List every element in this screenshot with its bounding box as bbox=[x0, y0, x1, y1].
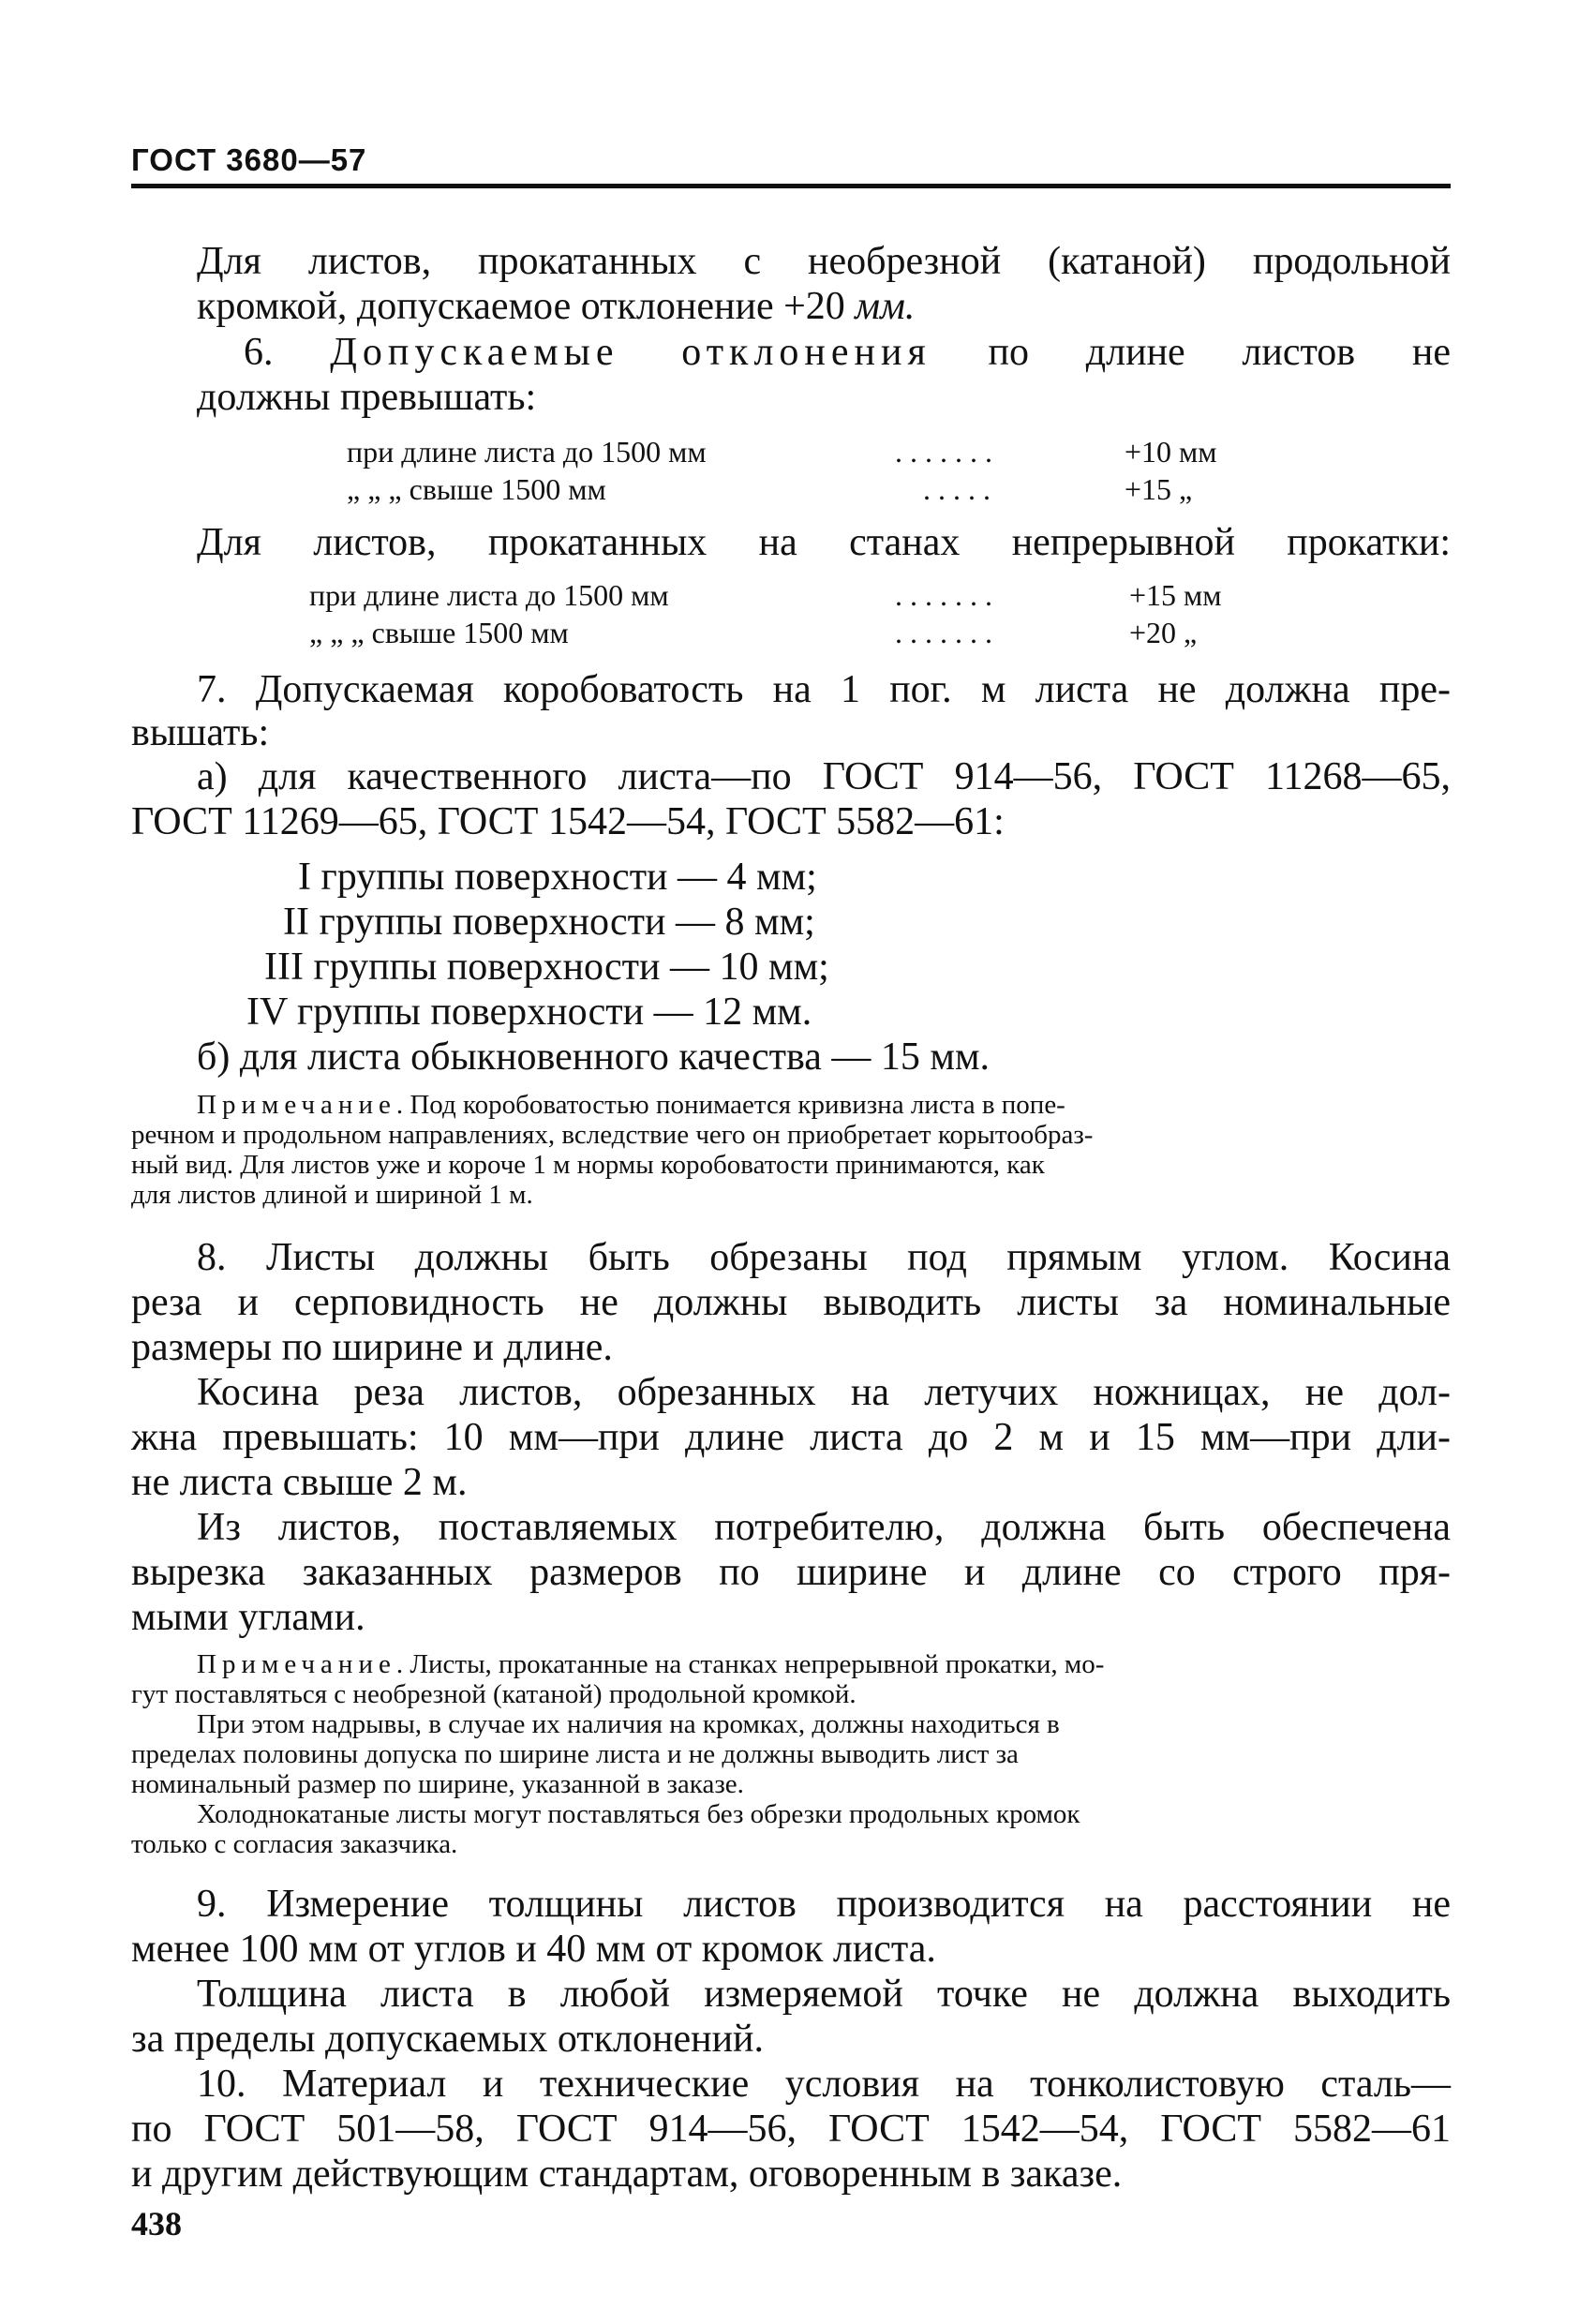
surface-group-1: I группы поверхности — 4 мм; bbox=[298, 856, 817, 899]
item-6-line-2: должны превышать: bbox=[197, 376, 537, 419]
para-5-line-1: Для листов, прокатанных с необрезной (катаной) продольной bbox=[197, 240, 1451, 283]
item-8-line-2: реза и серповидность не должны выводить листы за номинальные bbox=[131, 1281, 1451, 1324]
item-6-spaced-heading: Допускаемые отклонения bbox=[330, 331, 931, 374]
tolerance-row-2-value: +15 „ bbox=[1125, 472, 1193, 506]
standard-header: ГОСТ 3680—57 bbox=[131, 142, 367, 177]
item-8-p2-line-2: жна превышать: 10 мм—при длине листа до 2 м и 15 мм—при дли- bbox=[131, 1416, 1451, 1459]
note-label: Примечание bbox=[197, 1649, 396, 1679]
item-9-line-2: менее 100 мм от углов и 40 мм от кромок листа. bbox=[131, 1928, 936, 1971]
tolerance-row-3-label: при длине листа до 1500 мм bbox=[309, 578, 669, 612]
item-8-line-1: 8. Листы должны быть обрезаны под прямым углом. Косина bbox=[197, 1236, 1451, 1279]
item-9-line-1: 9. Измерение толщины листов производится на расстоянии не bbox=[197, 1883, 1451, 1926]
item-6-continuous-mills: Для листов, прокатанных на станах непрерывной прокатки: bbox=[197, 521, 1451, 564]
item-8-note-line-7: только с согласия заказчика. bbox=[131, 1829, 458, 1859]
item-8-line-3: размеры по ширине и длине. bbox=[131, 1326, 613, 1369]
tolerance-row-1-value: +10 мм bbox=[1125, 435, 1217, 469]
item-7-b: б) для листа обыкновенного качества — 15 мм. bbox=[197, 1035, 991, 1079]
surface-group-4: IV группы поверхности — 12 мм. bbox=[246, 991, 812, 1034]
item-8-note-line-4: пределах половины допуска по ширине листа и не должны выводить лист за bbox=[131, 1739, 1019, 1769]
item-8-note-line-6: Холоднокатаные листы могут поставляться без обрезки продольных кромок bbox=[197, 1799, 1080, 1829]
surface-group-3: III группы поверхности — 10 мм; bbox=[264, 946, 829, 989]
tolerance-row-4-dots: . . . . . . . bbox=[895, 616, 992, 649]
page-number: 438 bbox=[131, 2205, 182, 2242]
item-8-p2-line-1: Косина реза листов, обрезанных на летучих ножницах, не дол- bbox=[197, 1371, 1451, 1414]
item-6-line-1 bbox=[244, 330, 1451, 375]
tolerance-row-4-value: +20 „ bbox=[1129, 616, 1198, 649]
item-6-rest: по длине листов не bbox=[931, 331, 1451, 374]
item-8-note-line-2: гут поставляться с необрезной (катаной) продольной кромкой. bbox=[131, 1679, 857, 1709]
header-rule bbox=[131, 184, 1451, 188]
item-8-note-line-3: При этом надрывы, в случае их наличия на кромках, должны находиться в bbox=[197, 1709, 1060, 1739]
item-7-line-2: вышать: bbox=[131, 711, 270, 754]
tolerance-row-3-value: +15 мм bbox=[1129, 578, 1222, 612]
item-7-a-line-1: а) для качественного листа—по ГОСТ 914—56, ГОСТ 11268—65, bbox=[197, 755, 1451, 798]
item-6-number: 6. bbox=[244, 331, 331, 374]
para-5-unit: мм. bbox=[855, 285, 916, 328]
item-8-note-line-5: номинальный размер по ширине, указанной в заказе. bbox=[131, 1769, 744, 1799]
tolerance-row-4-label: „ „ „ свыше 1500 мм bbox=[309, 616, 569, 649]
note-text: . Листы, прокатанные на станках непрерывной прокатки, мо- bbox=[395, 1649, 1105, 1679]
note-label: Примечание bbox=[197, 1090, 396, 1120]
item-7-a-line-2: ГОСТ 11269—65, ГОСТ 1542—54, ГОСТ 5582—61: bbox=[131, 800, 1005, 843]
item-9-p2-line-1: Толщина листа в любой измеряемой точке не должна выходить bbox=[197, 1973, 1451, 2016]
para-5-line-2 bbox=[197, 284, 1451, 329]
para-5-text: кромкой, допускаемое отклонение +20 bbox=[197, 285, 856, 328]
item-10-line-3: и другим действующим стандартам, оговоренным в заказе. bbox=[131, 2153, 1123, 2196]
tolerance-row-1-label: при длине листа до 1500 мм bbox=[347, 435, 707, 469]
tolerance-row-1-dots: . . . . . . . bbox=[895, 435, 992, 469]
item-8-p3-line-2: вырезка заказанных размеров по ширине и длине со строго пря- bbox=[131, 1551, 1451, 1594]
item-8-p3-line-1: Из листов, поставляемых потребителю, должна быть обеспечена bbox=[197, 1506, 1451, 1549]
item-7-note-line-1 bbox=[197, 1090, 1451, 1120]
item-10-line-2: по ГОСТ 501—58, ГОСТ 914—56, ГОСТ 1542—54, ГОСТ 5582—61 bbox=[131, 2108, 1451, 2151]
note-text: . Под коробоватостью понимается кривизна листа в попе- bbox=[395, 1090, 1065, 1120]
item-7-note-line-3: ный вид. Для листов уже и короче 1 м нормы коробоватости принимаются, как bbox=[131, 1150, 1045, 1180]
item-9-p2-line-2: за пределы допускаемых отклонений. bbox=[131, 2018, 765, 2061]
item-7-line-1: 7. Допускаемая коробоватость на 1 пог. м листа не должна пре- bbox=[197, 668, 1451, 711]
surface-group-2: II группы поверхности — 8 мм; bbox=[283, 901, 815, 944]
tolerance-row-2-dots: . . . . . bbox=[923, 472, 991, 506]
tolerance-row-3-dots: . . . . . . . bbox=[895, 578, 992, 612]
item-10-line-1: 10. Материал и технические условия на тонколистовую сталь— bbox=[197, 2063, 1451, 2106]
tolerance-row-2-label: „ „ „ свыше 1500 мм bbox=[347, 472, 606, 506]
item-7-note-line-4: для листов длиной и шириной 1 м. bbox=[131, 1180, 533, 1210]
item-7-note-line-2: речном и продольном направлениях, вследствие чего он приобретает корытообраз- bbox=[131, 1120, 1094, 1150]
item-8-p3-line-3: мыми углами. bbox=[131, 1596, 365, 1639]
item-8-note-line-1 bbox=[197, 1649, 1451, 1679]
item-8-p2-line-3: не листа свыше 2 м. bbox=[131, 1461, 468, 1504]
